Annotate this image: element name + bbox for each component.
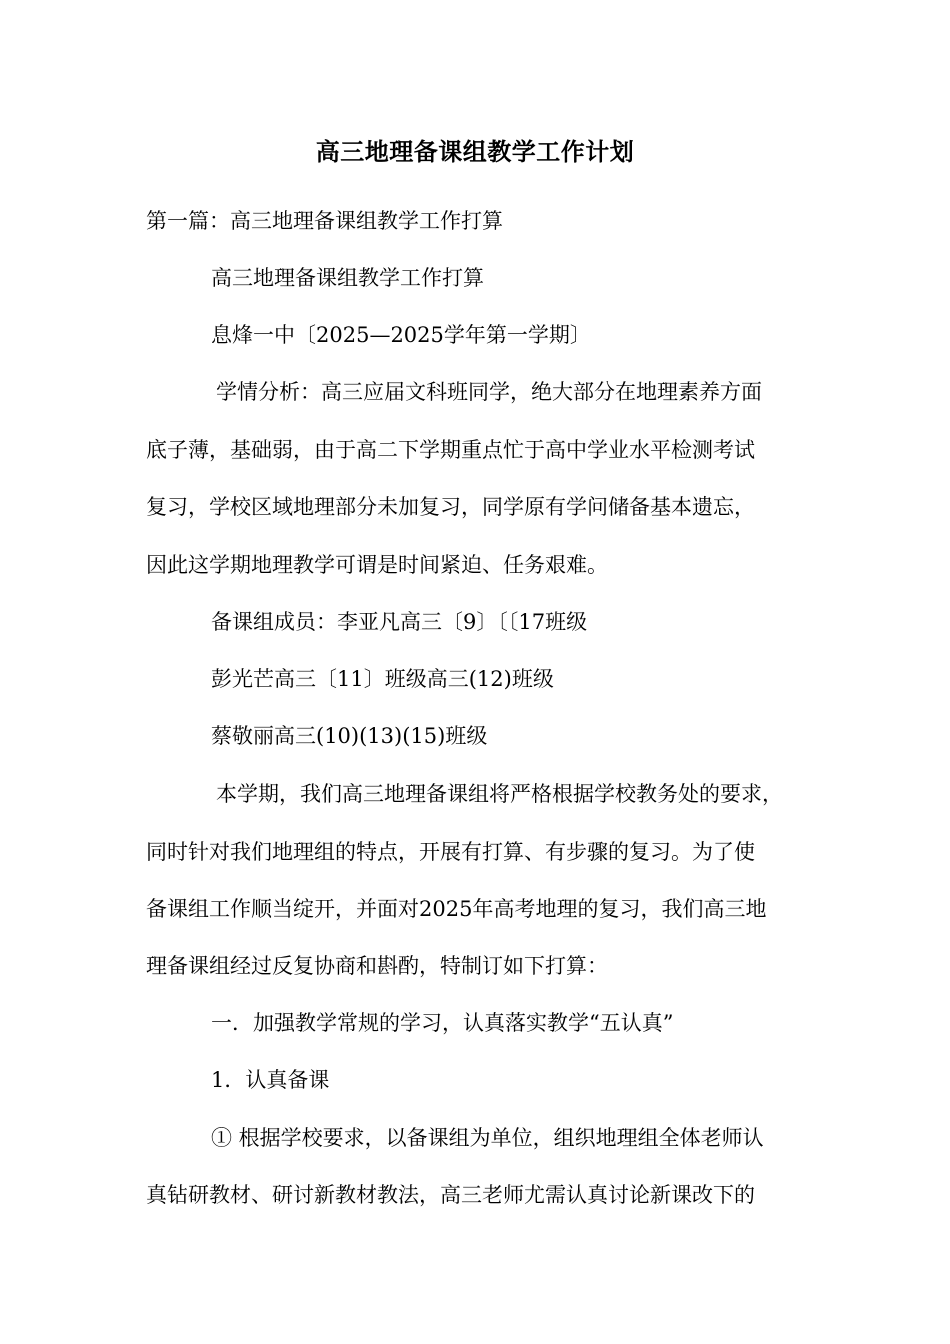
paragraph-line: 因此这学期地理教学可谓是时间紧迫、任务艰难。	[146, 553, 608, 577]
section-heading: 一．加强教学常规的学习，认真落实教学“五认真”	[211, 1011, 674, 1035]
paragraph-line: ① 根据学校要求，以备课组为单位，组织地理组全体老师认	[211, 1126, 764, 1150]
paragraph-line: 备课组工作顺当绽开，并面对2025年高考地理的复习，我们高三地	[146, 897, 767, 921]
member-line: 彭光芒高三〔11〕班级高三(12)班级	[211, 667, 554, 691]
paragraph-line: 本学期，我们高三地理备课组将严格根据学校教务处的要求，	[216, 782, 783, 806]
school-term: 息烽一中〔2025—2025学年第一学期〕	[211, 323, 591, 347]
paragraph-line: 真钻研教材、研讨新教材教法，高三老师尤需认真讨论新课改下的	[146, 1183, 755, 1207]
paragraph-line: 复习，学校区域地理部分未加复习，同学原有学问储备基本遗忘，	[146, 495, 755, 519]
paragraph-line: 学情分析：高三应届文科班同学，绝大部分在地理素养方面	[216, 380, 762, 404]
document-title: 高三地理备课组教学工作计划	[315, 137, 635, 166]
subsection-heading: 1．认真备课	[211, 1068, 330, 1092]
member-line: 备课组成员：李亚凡高三〔9〕〔〔17班级	[211, 610, 588, 634]
paragraph-line: 理备课组经过反复协商和斟酌，特制订如下打算：	[146, 954, 608, 978]
paragraph-line: 同时针对我们地理组的特点，开展有打算、有步骤的复习。为了使	[146, 840, 755, 864]
subtitle: 高三地理备课组教学工作打算	[211, 266, 484, 290]
member-line: 蔡敬丽高三(10)(13)(15)班级	[211, 724, 488, 748]
paragraph-line: 底子薄，基础弱，由于高二下学期重点忙于高中学业水平检测考试	[146, 438, 755, 462]
section-heading: 第一篇：高三地理备课组教学工作打算	[146, 209, 503, 233]
